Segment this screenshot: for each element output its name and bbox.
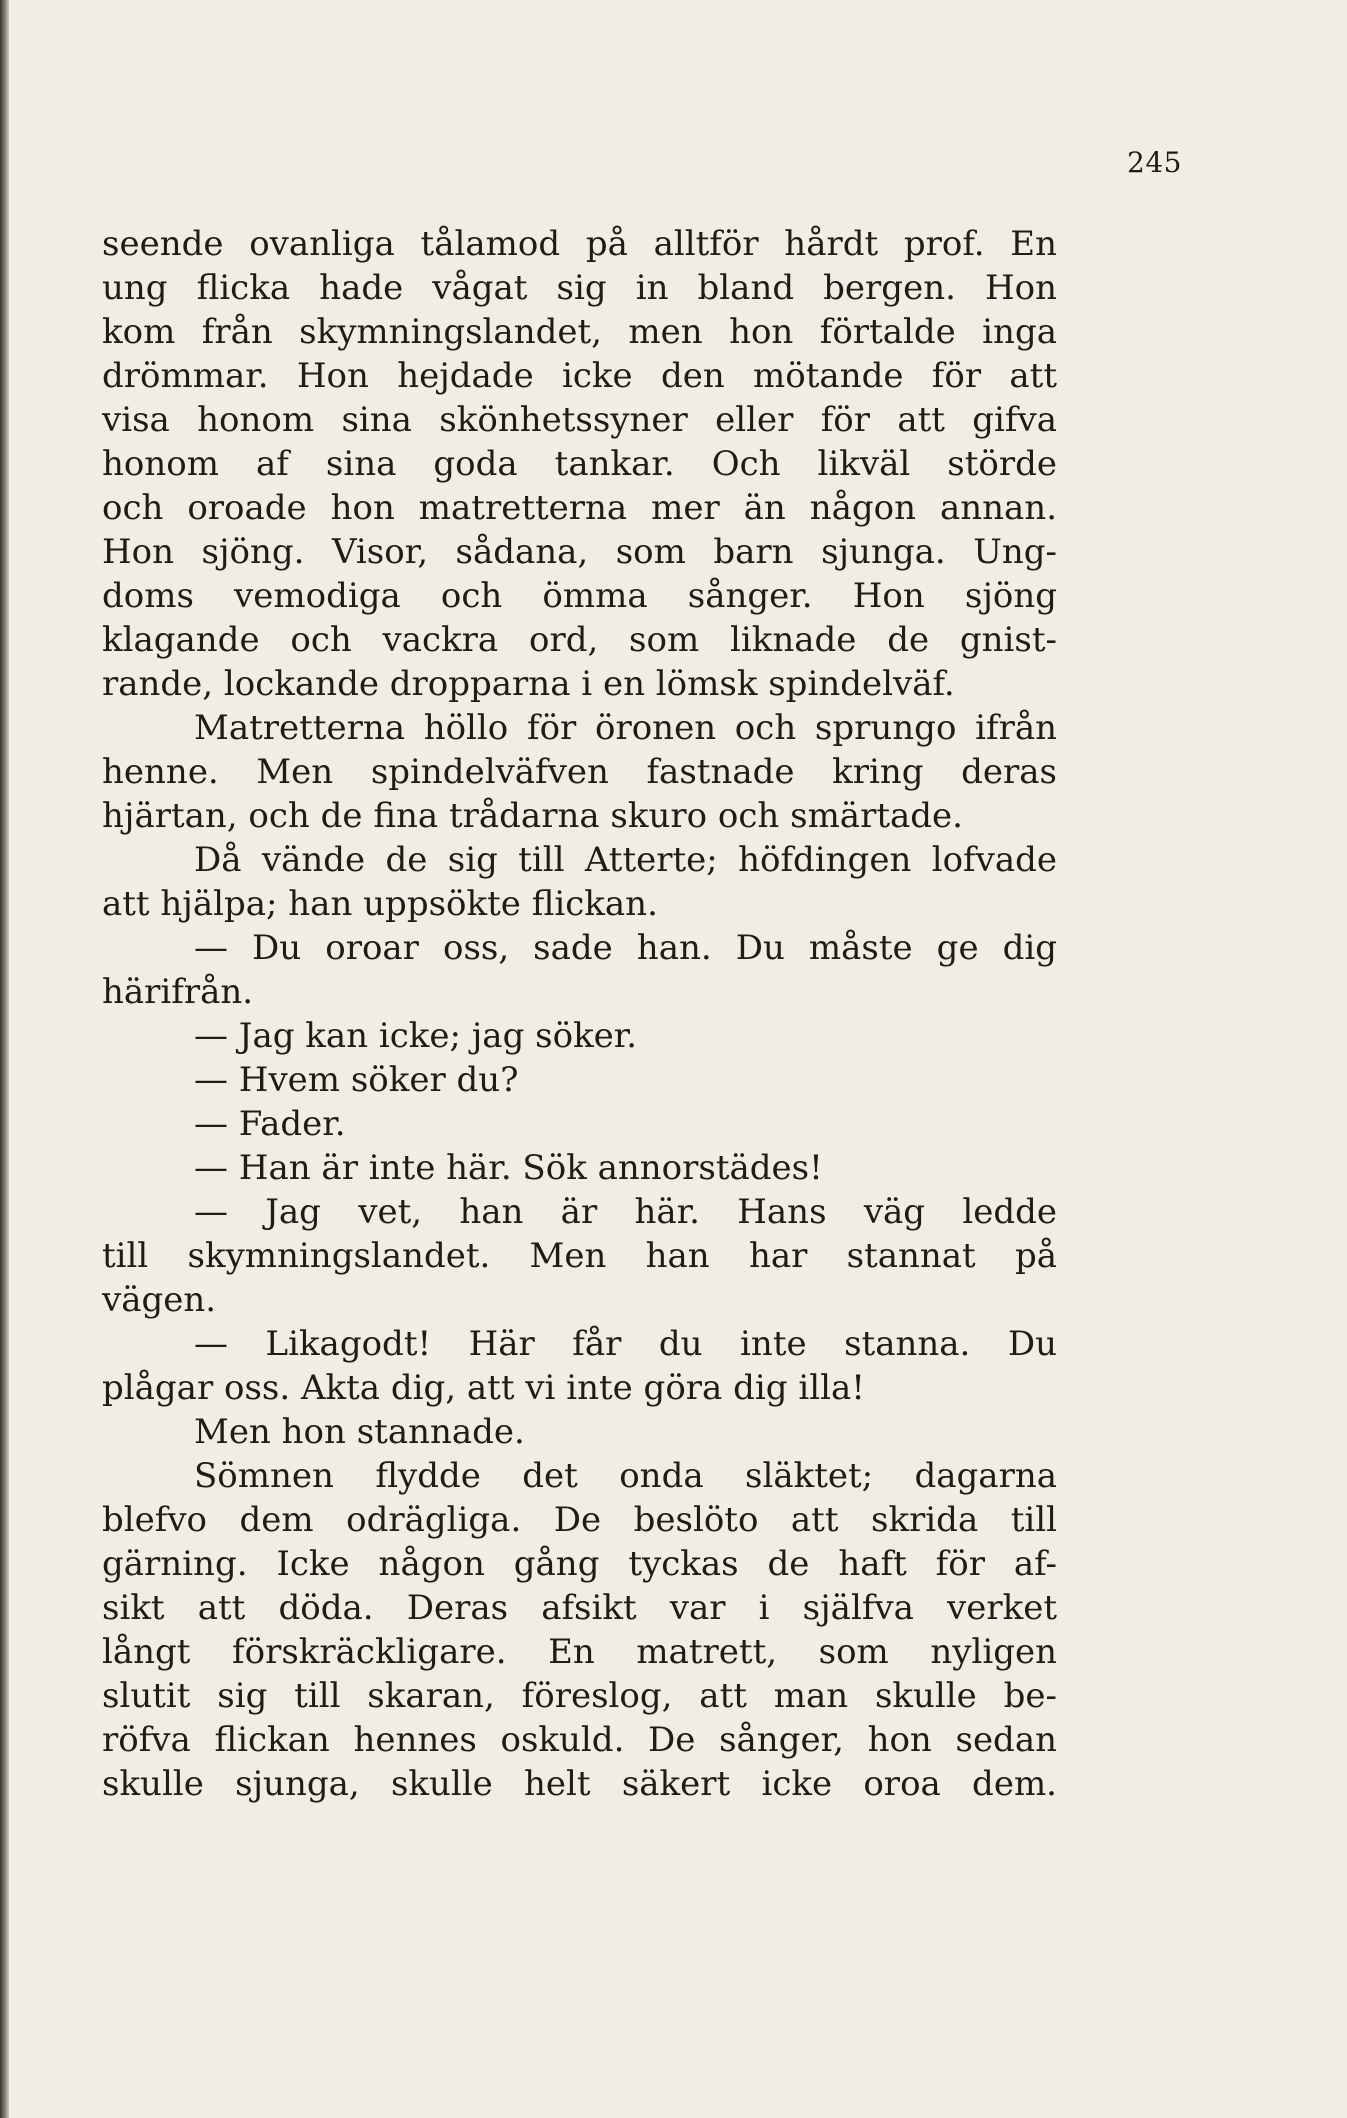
text-line: vägen. — [102, 1280, 217, 1320]
text-line: blefvo dem odrägliga. De beslöto att skrida till — [102, 1500, 1057, 1540]
text-line: drömmar. Hon hejdade icke den mötande för att — [102, 356, 1057, 396]
text-line: och oroade hon matretterna mer än någon annan. — [102, 488, 1057, 528]
text-line: — Hvem söker du? — [194, 1060, 519, 1100]
text-line: henne. Men spindelväfven fastnade kring deras — [102, 752, 1057, 792]
text-line: Sömnen flydde det onda släktet; dagarna — [194, 1456, 1057, 1496]
text-line: härifrån. — [102, 972, 254, 1012]
text-line: Matretterna höllo för öronen och sprungo ifrån — [194, 708, 1057, 748]
page-binding-edge — [0, 0, 9, 2118]
text-line: klagande och vackra ord, som liknade de gnist- — [102, 620, 1057, 660]
text-line: doms vemodiga och ömma sånger. Hon sjöng — [102, 576, 1057, 616]
text-line: långt förskräckligare. En matrett, som nyligen — [102, 1632, 1057, 1672]
text-line: att hjälpa; han uppsökte flickan. — [102, 884, 658, 924]
text-line: seende ovanliga tålamod på alltför hårdt prof. En — [102, 224, 1057, 264]
text-line: plågar oss. Akta dig, att vi inte göra dig illa! — [102, 1368, 865, 1408]
page-number: 245 — [1127, 146, 1182, 179]
text-line: skulle sjunga, skulle helt säkert icke oroa dem. — [102, 1764, 1057, 1804]
text-line: sikt att döda. Deras afsikt var i själfva verket — [102, 1588, 1057, 1628]
text-line: kom från skymningslandet, men hon förtalde inga — [102, 312, 1057, 352]
text-line: — Du oroar oss, sade han. Du måste ge dig — [194, 928, 1057, 968]
text-line: — Jag kan icke; jag söker. — [194, 1016, 638, 1056]
text-line: rande, lockande dropparna i en lömsk spindelväf. — [102, 664, 955, 704]
text-line: gärning. Icke någon gång tyckas de haft för af- — [102, 1544, 1057, 1584]
text-line: honom af sina goda tankar. Och likväl störde — [102, 444, 1057, 484]
text-line: — Likagodt! Här får du inte stanna. Du — [194, 1324, 1057, 1364]
text-line: visa honom sina skönhetssyner eller för att gifva — [102, 400, 1057, 440]
text-line: Men hon stannade. — [194, 1412, 525, 1452]
body-text — [102, 222, 1057, 1806]
text-line: till skymningslandet. Men han har stannat på — [102, 1236, 1057, 1276]
text-line: — Han är inte här. Sök annorstädes! — [194, 1148, 823, 1188]
text-line: röfva flickan hennes oskuld. De sånger, hon sedan — [102, 1720, 1057, 1760]
text-line: Hon sjöng. Visor, sådana, som barn sjunga. Ung- — [102, 532, 1057, 572]
text-line: slutit sig till skaran, föreslog, att man skulle be- — [102, 1676, 1057, 1716]
text-line: ung flicka hade vågat sig in bland bergen. Hon — [102, 268, 1057, 308]
text-line: hjärtan, och de fina trådarna skuro och smärtade. — [102, 796, 963, 836]
text-line: — Fader. — [194, 1104, 346, 1144]
text-line: Då vände de sig till Atterte; höfdingen lofvade — [194, 840, 1057, 880]
text-line: — Jag vet, han är här. Hans väg ledde — [194, 1192, 1057, 1232]
